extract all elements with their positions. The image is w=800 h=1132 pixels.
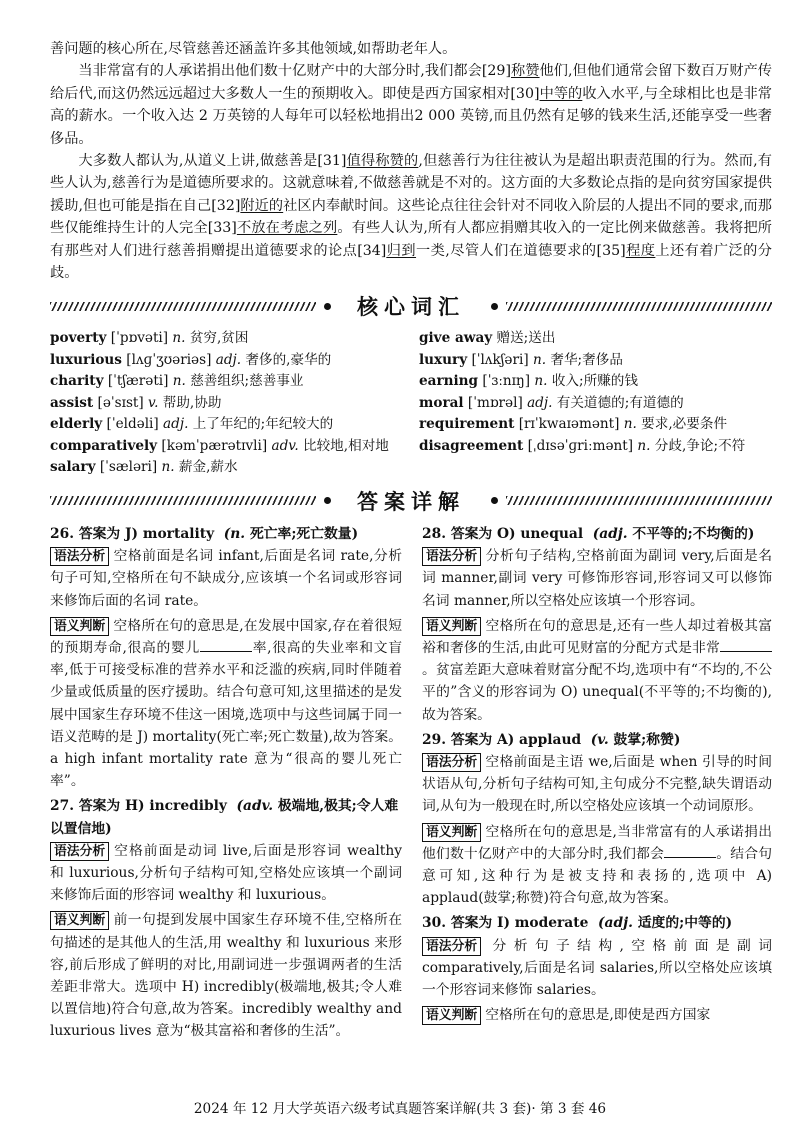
vocab-pos: n.: [532, 351, 547, 368]
vocab-pos: n.: [534, 373, 548, 390]
bullet-dot-icon: [324, 497, 331, 504]
vocab-word: disagreement: [419, 437, 524, 454]
underline-33: 不放在考虑之列: [236, 220, 338, 237]
underline-30: 中等的: [539, 85, 583, 102]
vocab-phonetic: [ˈeldəli]: [106, 416, 159, 433]
passage-paragraph-1: 当非常富有的人承诺捐出他们数十亿财产中的大部分时,我们都会[29]称赞他们,但他们通常会留下数百万财产传给后代,而这仍然远远超过大多数人一生的预期收入。即使是西方国家相对[30]中等的收入水平,与全球相比也是非常高的薪水。一个收入达 2 万英镑的人每年可以轻松地捐出2 000 英镑,而且仍然有足够的钱来生活,还能享受一些奢侈品。: [50, 63, 772, 147]
bullet-dot-icon: [324, 303, 331, 310]
vocab-entry: [419, 350, 772, 372]
vocab-pos: n.: [623, 416, 637, 433]
answer-columns: [50, 523, 772, 1043]
vocab-phonetic: [kəmˈpærətɪvli]: [161, 437, 268, 454]
vocab-word: luxurious: [50, 351, 122, 368]
answer-29-grammar: 语法分析 空格前面是主语 we,后面是 when 引导的时间状语从句,分析句子结构可知,主句成分不完整,缺失谓语动词,从句为一般现在时,所以空格处应该填一个动词原形。: [422, 754, 772, 815]
blank-line: [664, 843, 716, 858]
answer-30-semantic: 语义判断 空格所在句的意思是,即使是西方国家: [422, 1004, 772, 1026]
vocab-meaning: 比较地,相对地: [303, 437, 389, 454]
vocab-word: moral: [419, 394, 464, 411]
vocab-word: charity: [50, 373, 104, 390]
answer-section-title: 答案详解: [357, 489, 465, 514]
vocab-phonetic: [ˈɜːnɪŋ]: [482, 373, 531, 390]
vocab-word: earning: [419, 373, 479, 390]
underline-31: 值得称赞的: [346, 153, 419, 170]
answer-28-grammar: 语法分析 分析句子结构,空格前面为副词 very,后面是名词 manner,副词 very 可修饰形容词,形容词又可以修饰名词 manner,所以空格处应该填一个形容词。: [422, 548, 772, 609]
blank-line: [200, 637, 252, 652]
semantic-label: 语义判断: [422, 617, 481, 636]
hatch-divider: [50, 496, 316, 505]
answer-26-grammar: 语法分析 空格前面是名词 infant,后面是名词 rate,分析句子可知,空格所在句不缺成分,应该填一个名词或形容词来修饰后面的名词 rate。: [50, 548, 402, 609]
vocab-pos: n.: [637, 437, 651, 454]
vocab-entry: [50, 414, 403, 436]
vocab-phonetic: [əˈsɪst]: [97, 394, 144, 411]
semantic-label: 语义判断: [50, 617, 109, 636]
semantic-label: 语义判断: [50, 911, 109, 930]
underline-32: 附近的: [240, 197, 284, 214]
grammar-label: 语法分析: [50, 547, 109, 566]
answer-26-semantic: 语义判断 空格所在句的意思是,在发展中国家,存在着很短的预期寿命,很高的婴儿 率,很高的失业率和文盲率,低于可接受标准的营养水平和泛滥的疾病,同时伴随着少量或低质量的医疗援助。结合句意可知,这里描述的是发展中国家生存环境不佳这一困境,选项中与这些词属于同一语义范畴的是 J) mortality(死亡率;死亡数量),故为答案。a high infant mortality rate 意为“很高的婴儿死亡率”。: [50, 617, 402, 790]
bullet-dot-icon: [491, 303, 498, 310]
vocab-pos: adj.: [163, 416, 189, 433]
vocab-meaning: 要求,必要条件: [641, 416, 728, 433]
underline-34: 归到: [386, 242, 417, 259]
vocab-column-left: [50, 328, 403, 479]
vocab-meaning: 分歧,争论;不符: [654, 437, 746, 454]
vocab-section-header: [50, 288, 772, 324]
answer-27-grammar: 语法分析 空格前面是动词 live,后面是形容词 wealthy 和 luxurious,分析句子结构可知,空格处应该填一个副词来修饰后面的形容词 wealthy 和 luxurious。: [50, 842, 402, 904]
answer-28-heading: 28. 答案为 O) unequal (adj. 不平等的;不均衡的): [422, 525, 755, 542]
vocab-meaning: 薪金,薪水: [178, 459, 238, 476]
vocab-word: requirement: [419, 416, 515, 433]
vocab-pos: adj.: [215, 351, 242, 368]
semantic-label: 语义判断: [422, 823, 481, 842]
vocab-meaning: 慈善组织;慈善事业: [190, 373, 304, 390]
page: [50, 38, 772, 1043]
vocab-meaning: 帮助,协助: [162, 394, 222, 411]
semantic-label: 语义判断: [422, 1006, 481, 1025]
answer-28-semantic: 语义判断 空格所在句的意思是,还有一些人却过着极其富裕和奢侈的生活,由此可见财富的分配方式是非常。贫富差距大意味着财富分配不均,选项中有“不均的,不公平的”含义的形容词为 O) unequal(不平等的;不均衡的),故为答案。: [422, 617, 772, 723]
vocab-phonetic: [ˈsæləri]: [99, 459, 158, 476]
bullet-dot-icon: [491, 497, 498, 504]
vocab-meaning: 有关道德的;有道德的: [556, 394, 684, 411]
vocab-column-right: [403, 328, 772, 479]
vocab-word: salary: [50, 459, 96, 476]
answer-column-right: [422, 523, 772, 1043]
underline-35: 程度: [625, 242, 656, 259]
hatch-divider: [506, 496, 772, 505]
vocab-section-title: 核心词汇: [357, 295, 465, 320]
answer-27-heading: 27. 答案为 H) incredibly (adv. 极端地,极其;令人难以置信地): [50, 798, 399, 837]
vocab-pos: adj.: [527, 394, 553, 411]
answer-30-heading: 30. 答案为 I) moderate (adj. 适度的;中等的): [422, 915, 733, 932]
passage-paragraph-0: 善问题的核心所在,尽管慈善还涵盖许多其他领域,如帮助老年人。: [50, 41, 457, 57]
vocab-phonetic: [ˈpɒvəti]: [110, 330, 169, 347]
underline-29: 称赞: [510, 63, 540, 80]
grammar-label: 语法分析: [50, 842, 109, 861]
vocab-entry: [419, 371, 772, 393]
vocab-phonetic: [ˈlʌkʃəri]: [471, 351, 529, 368]
vocab-meaning: 收入;所赚的钱: [551, 373, 638, 390]
vocab-pos: n.: [172, 330, 186, 347]
vocab-phonetic: [ˈmɒrəl]: [467, 394, 523, 411]
vocab-meaning: 上了年纪的;年纪较大的: [192, 416, 334, 433]
vocab-meaning: 奢侈的,豪华的: [245, 351, 332, 368]
vocab-phonetic: [lʌɡˈʒʊəriəs]: [126, 351, 212, 368]
vocab-word: assist: [50, 394, 94, 411]
hatch-divider: [50, 302, 316, 311]
vocab-entry: [419, 393, 772, 415]
vocab-entry: [419, 328, 772, 350]
vocab-phonetic: [ˈtʃærəti]: [107, 373, 169, 390]
vocab-list: [50, 328, 772, 479]
passage-paragraph-2: 大多数人都认为,从道义上讲,做慈善是[31]值得称赞的,但慈善行为往往被认为是超出职责范围的行为。然而,有些人认为,慈善行为是道德所要求的。这就意味着,不做慈善就是不对的。这方面的大多数论点指的是向贫穷国家提供援助,但也可能是指在自己[32]附近的社区内奉献时间。这些论点往往会针对不同收入阶层的人提出不同的要求,而那些仅能维持生计的人完全[33]不放在考虑之列。有些人认为,所有人都应捐赠其收入的一定比例来做慈善。我将把所有那些对人们进行慈善捐赠提出道德要求的论点[34]归到一类,尽管人们在道德要求的[35]程度上还有着广泛的分歧。: [50, 153, 772, 282]
answer-29-heading: 29. 答案为 A) applaud (v. 鼓掌;称赞): [422, 731, 681, 748]
vocab-pos: n.: [161, 459, 175, 476]
vocab-word: luxury: [419, 351, 468, 368]
blank-line: [720, 637, 772, 652]
vocab-entry: [50, 436, 403, 458]
grammar-label: 语法分析: [422, 753, 481, 772]
vocab-entry: [50, 328, 403, 350]
answer-section-header: [50, 483, 772, 519]
vocab-entry: [50, 457, 403, 479]
grammar-label: 语法分析: [422, 937, 481, 956]
vocab-pos: v.: [148, 394, 159, 411]
vocab-entry: [50, 371, 403, 393]
vocab-entry: [419, 436, 772, 458]
answer-26-heading: 26. 答案为 J) mortality (n. 死亡率;死亡数量): [50, 525, 359, 542]
answer-column-left: [50, 523, 402, 1043]
answer-27-semantic: 语义判断 前一句提到发展中国家生存环境不佳,空格所在句描述的是其他人的生活,用 wealthy 和 luxurious 来形容,前后形成了鲜明的对比,用副词进一步强调两者的生活差距非常大。选项中 H) incredibly(极端地,极其;令人难以置信地)符合句意,故为答案。incredibly wealthy and luxurious lives 意为“极其富裕和奢侈的生活”。: [50, 912, 402, 1040]
vocab-entry: [50, 393, 403, 415]
vocab-meaning: 贫穷,贫困: [189, 330, 249, 347]
vocab-word: comparatively: [50, 437, 158, 454]
vocab-entry: [50, 350, 403, 372]
vocab-phonetic: [ˌdɪsəˈɡriːmənt]: [527, 437, 634, 454]
hatch-divider: [506, 302, 772, 311]
answer-29-semantic: 语义判断 空格所在句的意思是,当非常富有的人承诺捐出他们数十亿财产中的大部分时,我们都会 。结合句意可知,这种行为是被支持和表扬的,选项中 A) applaud(鼓掌;称赞)符合句意,故为答案。: [422, 823, 773, 907]
grammar-label: 语法分析: [422, 547, 481, 566]
vocab-meaning: 赠送;送出: [496, 330, 556, 347]
vocab-word: poverty: [50, 330, 107, 347]
answer-30-grammar: 语法分析 分析句子结构,空格前面是副词 comparatively,后面是名词 salaries,所以空格处应该填一个形容词来修饰 salaries。: [422, 937, 772, 999]
vocab-pos: n.: [172, 373, 186, 390]
vocab-word: elderly: [50, 416, 103, 433]
vocab-meaning: 奢华;奢侈品: [550, 351, 623, 368]
page-footer: 2024 年 12 月大学英语六级考试真题答案详解(共 3 套)· 第 3 套 46: [193, 1101, 607, 1117]
vocab-pos: adv.: [271, 437, 299, 454]
vocab-entry: [419, 414, 772, 436]
vocab-phonetic: [rɪˈkwaɪəmənt]: [518, 416, 620, 433]
vocab-word: give away: [419, 330, 493, 347]
